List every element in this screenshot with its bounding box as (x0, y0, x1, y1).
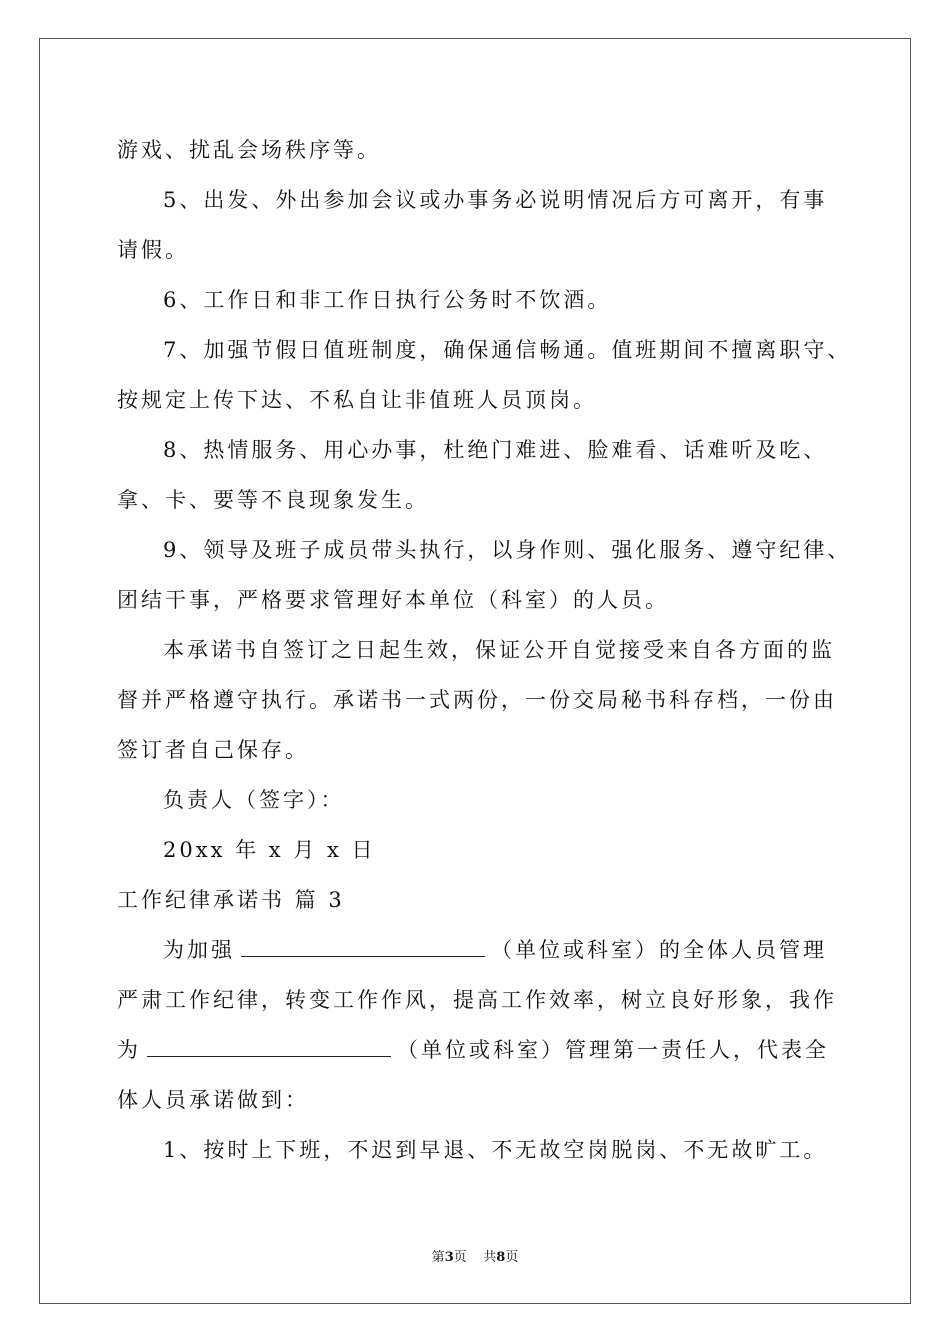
text-line: 督并严格遵守执行。承诺书一式两份，一份交局秘书科存档，一份由 (117, 688, 837, 712)
text-line: 6、工作日和非工作日执行公务时不饮酒。 (163, 288, 612, 312)
fill-in-blank[interactable] (147, 1036, 391, 1057)
footer-middle: 页 共 (453, 1250, 497, 1265)
text-line: 1、按时上下班，不迟到早退、不无故空岗脱岗、不无故旷工。 (163, 1138, 828, 1162)
blank-line-before: 为 (117, 1038, 141, 1062)
signature-label: 负责人（签字）： (163, 788, 345, 812)
footer-page-number: 3 (444, 1250, 454, 1265)
footer-total-pages: 8 (496, 1250, 506, 1265)
text-line: 团结干事，严格要求管理好本单位（科室）的人员。 (117, 588, 669, 612)
blank-line-after: （单位或科室）管理第一责任人，代表全 (397, 1038, 829, 1062)
text-line: 拿、卡、要等不良现象发生。 (117, 488, 429, 512)
text-line: 体人员承诺做到： (117, 1088, 309, 1112)
blank-line-before: 为加强 (163, 938, 235, 962)
page-border (39, 38, 911, 1304)
blank-line-2 (117, 1036, 829, 1064)
fill-in-blank[interactable] (241, 936, 485, 957)
text-line: 签订者自己保存。 (117, 738, 309, 762)
blank-line-1 (163, 936, 827, 964)
footer-prefix: 第 (431, 1250, 445, 1265)
text-line: 本承诺书自签订之日起生效，保证公开自觉接受来自各方面的监 (163, 638, 835, 662)
text-line: 请假。 (117, 238, 189, 262)
text-line: 游戏、扰乱会场秩序等。 (117, 138, 381, 162)
text-line: 严肃工作纪律，转变工作作风，提高工作效率，树立良好形象，我作 (117, 988, 837, 1012)
text-line: 8、热情服务、用心办事，杜绝门难进、脸难看、话难听及吃、 (163, 438, 828, 462)
text-line: 9、领导及班子成员带头执行，以身作则、强化服务、遵守纪律、 (163, 538, 852, 562)
text-line: 7、加强节假日值班制度，确保通信畅通。值班期间不擅离职守、 (163, 338, 852, 362)
footer-suffix: 页 (505, 1250, 519, 1265)
text-line: 5、出发、外出参加会议或办事务必说明情况后方可离开，有事 (163, 188, 828, 212)
blank-line-after: （单位或科室）的全体人员管理 (491, 938, 827, 962)
text-line: 按规定上传下达、不私自让非值班人员顶岗。 (117, 388, 597, 412)
date-line: 20xx 年 x 月 x 日 (163, 838, 376, 862)
page-footer (0, 1246, 950, 1265)
section-heading: 工作纪律承诺书 篇 3 (117, 888, 345, 912)
